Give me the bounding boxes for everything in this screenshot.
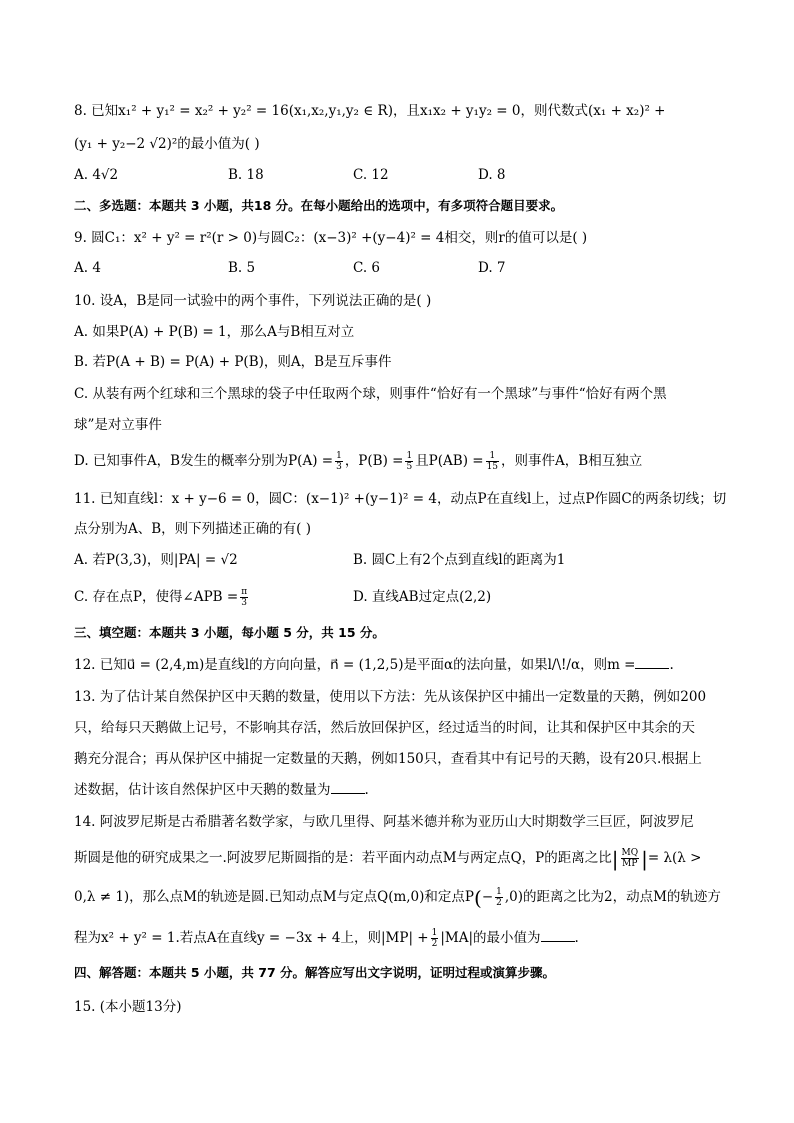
q12-end: . [669,657,674,673]
q14-line3-prefix: 0,λ ≠ 1)，那么点M的轨迹是圆.已知动点M与定点Q(m,0)和定点P [74,889,474,905]
q10-d-mid2: 且P(AB) = [415,453,484,469]
q11-c-prefix: C. 存在点P，使得∠APB = [74,589,239,605]
q9-option-c: C. 6 [353,260,381,276]
q10-option-d [74,451,642,472]
fraction-numerator: 1 [496,887,502,897]
answer-blank [635,656,669,669]
q9-option-a: A. 4 [74,260,101,276]
q13-line4-body: 述数据，估计该自然保护区中天鹅的数量为 [74,782,331,798]
q10-text: 10. 设A，B是同一试验中的两个事件，下列说法正确的是( ) [74,293,432,309]
fraction-denominator: 3 [241,598,248,608]
fraction-denominator: 15 [486,462,499,472]
fraction [405,451,413,472]
q13-line2: 只，给每只天鹅做上记号，不影响其存活，然后放回保护区，经过适当的时间，让其和保护区中其余的天 [74,720,695,736]
abs-bar: | [641,846,648,871]
q8-option-c: C. 12 [353,167,389,183]
q14-line4-prefix: 程为x² + y² = 1.若点A在直线y = −3x + 4上，则|MP| + [74,930,429,946]
q14-line4 [74,928,579,949]
q14-line3-minus: − [481,889,494,905]
fraction-denominator: 3 [336,462,342,472]
q10-option-c-line1: C. 从装有两个红球和三个黑球的袋子中任取两个球，则事件“恰好有一个黑球”与事件“恰好有两个黑 [74,386,667,402]
fraction-numerator: π [241,587,248,597]
q11-option-d: D. 直线AB过定点(2,2) [353,589,492,605]
fraction-numerator: 1 [431,928,438,938]
fraction [495,887,503,908]
q9-option-b: B. 5 [228,260,256,276]
q10-option-c-line2: 球”是对立事件 [74,417,162,433]
q8-option-d: D. 8 [478,167,506,183]
answer-blank [331,781,365,794]
q8-line2: (y₁ + y₂−2 √2)²的最小值为( ) [74,136,260,152]
paren-open: ( [474,885,482,910]
q14-end: . [574,930,579,946]
q11-line2: 点分别为A、B，则下列描述正确的有( ) [74,521,311,537]
abs-bar: | [611,846,619,871]
q10-option-b: B. 若P(A + B) = P(A) + P(B)，则A，B是互斥事件 [74,354,392,370]
q13-end: . [364,782,369,798]
q12-body: 12. 已知u⃗ = (2,4,m)是直线l的方向向量，n⃗ = (1,2,5)是平面α的法向量，如果l/\!/α，则m = [74,657,636,673]
fraction [335,451,343,472]
q8-option-b: B. 18 [228,167,264,183]
q8-option-a: A. 4√2 [74,167,119,183]
q14-line3 [74,887,721,908]
fraction-denominator: 5 [406,462,413,472]
q13-line1: 13. 为了估计某自然保护区中天鹅的数量，使用以下方法：先从该保护区中捕出一定数量的天鹅，例如200 [74,689,707,705]
q10-d-prefix: D. 已知事件A，B发生的概率分别为P(A) = [74,453,334,469]
q12-text [74,655,674,675]
q11-option-b: B. 圆C上有2个点到直线l的距离为1 [353,552,566,568]
q13-line3: 鹅充分混合；再从保护区中捕捉一定数量的天鹅，例如150只，查看其中有记号的天鹅，设有20只.根据上 [74,751,702,767]
section-multi-choice-heading: 二、多选题：本题共 3 小题，共18 分。在每小题给出的选项中，有多项符合题目要求。 [74,198,564,213]
fraction-numerator: MQ [621,848,639,858]
q11-line1: 11. 已知直线l：x + y−6 = 0，圆C：(x−1)² +(y−1)² = 4，动点P在直线l上，过点P作圆C的两条切线；切 [74,491,727,507]
fraction-numerator: 1 [486,451,499,462]
q13-line4 [74,780,369,800]
q10-option-a: A. 如果P(A) + P(B) = 1，那么A与B相互对立 [74,324,355,340]
q9-option-d: D. 7 [478,260,506,276]
q14-line3-suffix: ,0)的距离之比为2，动点M的轨迹方 [504,889,721,905]
fraction [431,928,439,949]
q8-line1: 8. 已知x₁² + y₁² = x₂² + y₂² = 16(x₁,x₂,y₁,y₂ ∈ R)，且x₁x₂ + y₁y₂ = 0，则代数式(x₁ + x₂)² + [74,103,666,119]
q11-option-c [74,587,250,608]
fraction [486,451,499,472]
fraction-denominator: 2 [496,898,502,908]
q14-line2-suffix: = λ(λ > [647,850,702,866]
answer-blank [541,929,575,942]
fraction-numerator: 1 [336,451,342,461]
q14-line2-prefix: 斯圆是他的研究成果之一.阿波罗尼斯圆指的是：若平面内动点M与两定点Q，P的距离之比 [74,850,612,866]
q10-d-suffix: ，则事件A，B相互独立 [501,453,643,469]
fraction [621,848,640,869]
fraction-denominator: MP [622,859,638,869]
fraction-denominator: 2 [431,939,438,949]
q11-option-a: A. 若P(3,3)，则|PA| = √2 [74,552,238,568]
q14-line2 [74,848,701,869]
section-fill-blank-heading: 三、填空题：本题共 3 小题，每小题 5 分，共 15 分。 [74,625,385,640]
q9-text: 9. 圆C₁：x² + y² = r²(r > 0)与圆C₂：(x−3)² +(y−4)² = 4相交，则r的值可以是( ) [74,230,588,246]
q14-line4-suffix: |MA|的最小值为 [440,930,541,946]
section-answer-heading: 四、解答题：本题共 5 小题，共 77 分。解答应写出文字说明，证明过程或演算步骤。 [74,965,556,980]
fraction-numerator: 1 [406,451,413,461]
fraction [240,587,248,608]
q10-d-mid1: ，P(B) = [344,453,404,469]
q15-heading: 15. (本小题13分) [74,999,182,1015]
q14-line1: 14. 阿波罗尼斯是古希腊著名数学家，与欧几里得、阿基米德并称为亚历山大时期数学三巨匠，阿波罗尼 [74,814,694,830]
